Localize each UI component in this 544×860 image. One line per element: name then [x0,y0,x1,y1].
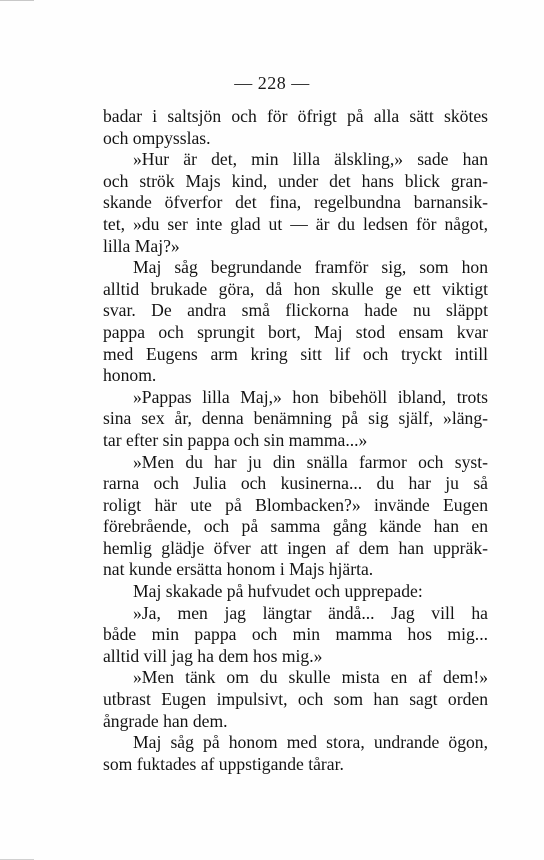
text-line: hemlig glädje öfver att ingen af dem han uppräk- [103,537,488,558]
text-line: svar. De andra små flickorna hade nu släppt [103,300,488,321]
text-line: Maj såg begrundande framför sig, som hon [133,257,488,278]
text-line: tet, »du ser inte glad ut — är du ledsen för något, [103,213,488,234]
text-line: rarna och Julia och kusinerna... du har ju så [103,473,488,494]
text-line: med Eugens arm kring sitt lif och tryckt intill [103,343,488,364]
text-line: »Pappas lilla Maj,» hon bibehöll ibland, trots [133,386,488,407]
text-line: ångrade han dem. [103,710,228,731]
text-line: förebrående, och på samma gång kände han en [103,516,488,537]
text-line: Maj skakade på hufvudet och upprepade: [133,581,423,602]
text-line: och ompysslas. [103,127,211,148]
text-line: roligt här ute på Blombacken?» invände Eugen [103,494,488,515]
text-line: skande öfverfor det fina, regelbundna barnansik- [103,192,488,213]
page-number: — 228 — [234,73,310,93]
text-line: »Men tänk om du skulle mista en af dem!» [133,667,488,688]
text-line: sina sex år, denna benämning på sig själf, »läng- [103,408,488,429]
body-text [103,106,488,775]
text-line: »Hur är det, min lilla älskling,» sade han [133,149,488,170]
text-line: pappa och sprungit bort, Maj stod ensam kvar [103,321,488,342]
text-line: alltid vill jag ha dem hos mig.» [103,645,323,666]
text-line: alltid brukade göra, då hon skulle ge ett viktigt [103,278,488,299]
text-line: nat kunde ersätta honom i Majs hjärta. [103,559,374,580]
text-line: och strök Majs kind, under det hans blick gran- [103,170,488,191]
text-line: både min pappa och min mamma hos mig... [103,624,488,645]
text-line: »Men du har ju din snälla farmor och syst- [133,451,488,472]
text-line: utbrast Eugen impulsivt, och som han sagt orden [103,689,488,710]
text-line: honom. [103,365,157,386]
text-line: tar efter sin pappa och sin mamma...» [103,429,368,450]
page-edge-mark [0,0,34,4]
text-line: »Ja, men jag längtar ändå... Jag vill ha [133,602,488,623]
text-line: som fuktades af uppstigande tårar. [103,753,344,774]
text-line: badar i saltsjön och för öfrigt på alla sätt skötes [103,106,488,126]
text-line: Maj såg på honom med stora, undrande ögon, [133,732,488,753]
text-line: lilla Maj?» [103,235,180,256]
